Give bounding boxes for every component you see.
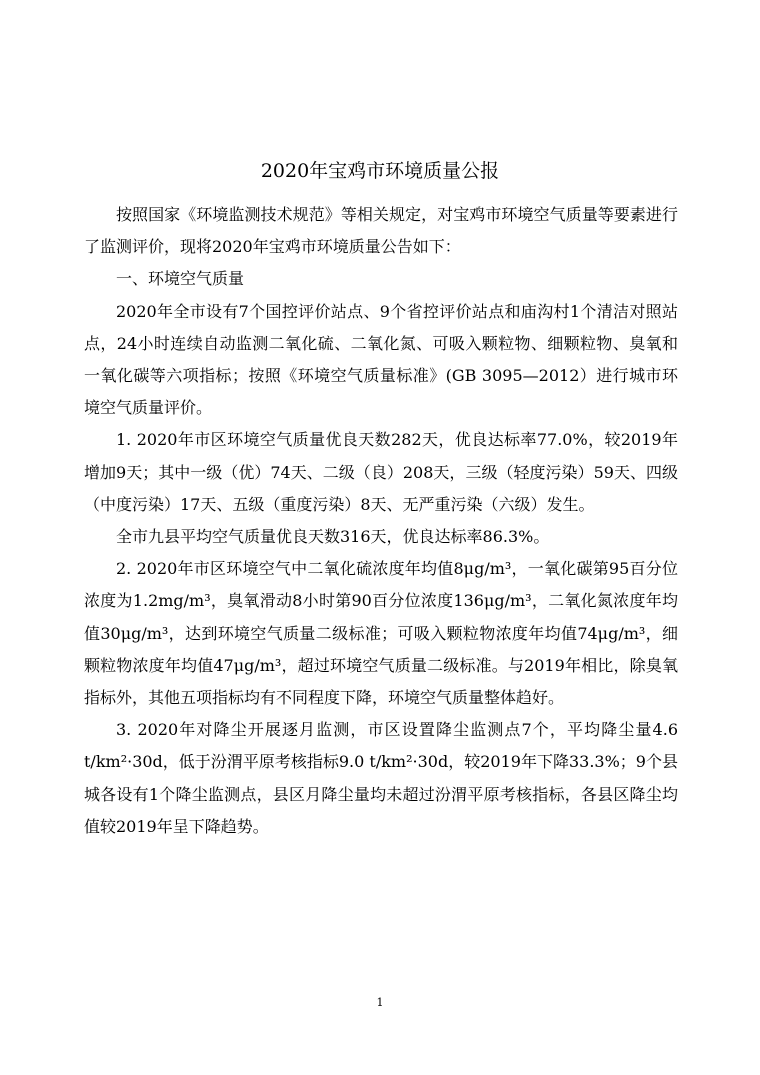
paragraph-monitoring-stations: 2020年全市设有7个国控评价站点、9个省控评价站点和庙沟村1个清洁对照站点，24小时连续自动监测二氧化硫、二氧化氮、可吸入颗粒物、细颗粒物、臭氧和一氧化碳等六项指标；按照《环境空气质量标准》(GB 3095—2012）进行城市环境空气质量评价。 xyxy=(84,301,678,418)
section-heading-air-quality: 一、环境空气质量 xyxy=(116,269,245,289)
paragraph-good-days: 1. 2020年市区环境空气质量优良天数282天，优良达标率77.0%，较2019年增加9天；其中一级（优）74天、二级（良）208天，三级（轻度污染）59天、四级（中度污染）17天、五级（重度污染）8天、无严重污染（六级）发生。 xyxy=(84,430,678,514)
page-number: 1 xyxy=(376,996,384,1009)
paragraph-county-average: 全市九县平均空气质量优良天数316天，优良达标率86.3%。 xyxy=(116,527,550,547)
paragraph-pollutant-concentrations: 2. 2020年市区环境空气中二氧化硫浓度年均值8μg/m³，一氧化碳第95百分位浓度为1.2mg/m³，臭氧滑动8小时第90百分位浓度136μg/m³，二氧化氮浓度年均值30μg/m³，达到环境空气质量二级标准；可吸入颗粒物浓度年均值74μg/m³，细颗粒物浓度年均值47μg/m³，超过环境空气质量二级标准。与2019年相比，除臭氧指标外，其他五项指标均有不同程度下降，环境空气质量整体趋好。 xyxy=(84,559,678,708)
paragraph-dustfall: 3. 2020年对降尘开展逐月监测，市区设置降尘监测点7个，平均降尘量4.6 t/km²·30d，低于汾渭平原考核指标9.0 t/km²·30d，较2019年下降33.3%；9个县城各设有1个降尘监测点，县区月降尘量均未超过汾渭平原考核指标，各县区降尘均值较2019年呈下降趋势。 xyxy=(84,720,678,836)
intro-paragraph: 按照国家《环境监测技术规范》等相关规定，对宝鸡市环境空气质量等要素进行了监测评价，现将2020年宝鸡市环境质量公告如下： xyxy=(84,205,678,257)
document-title: 2020年宝鸡市环境质量公报 xyxy=(260,160,500,182)
document-body xyxy=(84,199,678,843)
